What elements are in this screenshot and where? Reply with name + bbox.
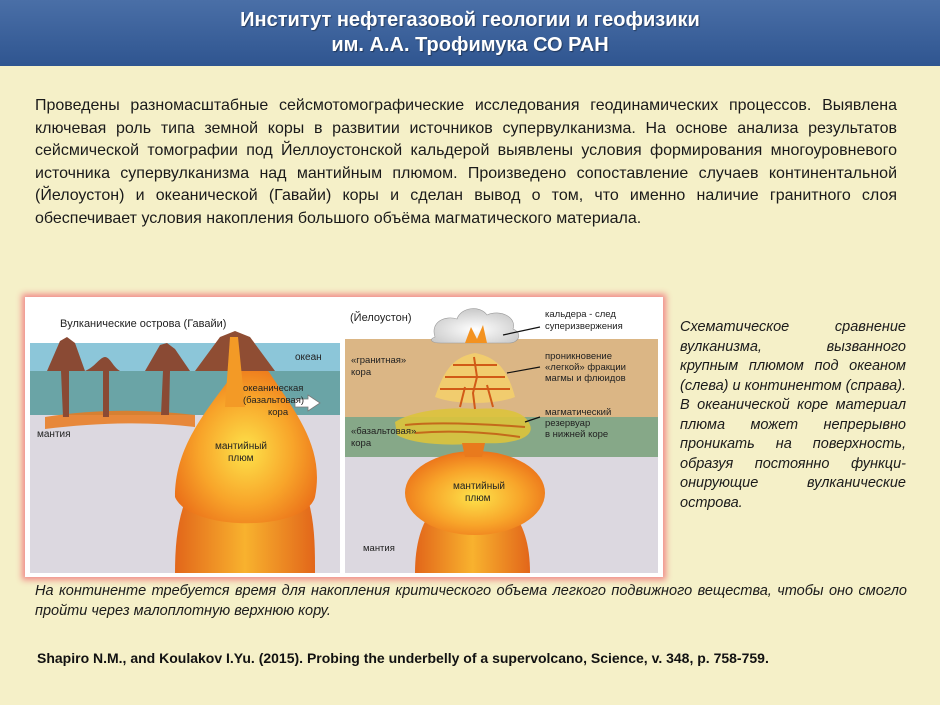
right-panel-title: (Йелоустон) [350,312,412,324]
basalt-crust-label-1: «базальтовая» [351,426,417,437]
granite-crust-label-2: кора [351,367,372,378]
plume-feeder [462,443,485,457]
right-mantle-label: мантия [363,543,395,554]
oceanic-crust-label-1: океаническая [243,383,304,394]
institute-subtitle: им. А.А. Трофимука СО РАН [331,34,609,56]
left-plume-label-1: мантийный [215,441,268,452]
reservoir-label-3: в нижней коре [545,429,609,440]
conduit-2 [103,371,109,417]
ocean-label: океан [295,352,322,363]
caldera-label-1: кальдера - след [545,309,616,320]
penetration-label-2: «легкой» фракции [545,362,626,373]
reference-citation: Shapiro N.M., and Koulakov I.Yu. (2015). Probing the underbelly of a supervolcano, Science, v. 348, p. 758-759. [37,650,769,666]
left-panel-title: Вулканические острова (Гавайи) [60,318,227,330]
right-plume-label-2: плюм [465,493,491,504]
figure-svg [25,297,663,577]
granite-crust-label-1: «гранитная» [351,355,407,366]
continent-note: На континенте требуется время для накопления критического объема легкого подвижного вещества, чтобы оно смогло пройти через малоплотную верхнюю кору. [35,583,907,619]
right-panel-yellowstone [345,303,658,573]
basalt-crust-label-2: кора [351,438,372,449]
volcanism-comparison-figure [25,297,663,577]
reservoir-label-1: магматический [545,407,612,418]
left-panel-hawaii [30,303,340,573]
left-mantle-label: мантия [37,429,71,440]
reservoir-label-2: резервуар [545,418,591,429]
oceanic-crust-label-2: (базальтовая) [243,395,305,406]
institute-title: Институт нефтегазовой геологии и геофизики [240,9,700,31]
figure-caption: Схематическое сравнение вулканизма, вызванного крупным плюмом под океаном (слева) и континентом (справа). В океанической коре материал плюма может непрерывно проникать на поверхность, образуя постоянно функци-онирующие вулканические острова. [680,319,906,511]
left-plume-label-2: плюм [228,453,254,464]
intro-paragraph: Проведены разномасштабные сейсмотомографические исследования геодинамических процессов. Выявлена ключевая роль типа земной коры в развитии источников супервулканизма. На основе анализа результатов сейсмической томографии под Йеллоустонской кальдерой выявлены условия формирования многоуровневого источника супервулканизма над мантийным плюмом. Произведено сопоставление случаев континентальной (Йелоустон) и океанической (Гавайи) коры и сделан вывод о том, что именно наличие гранитного слоя обеспечивает условия накопления большого объёма магматического материала. [35,97,897,227]
caldera-label-2: суперизвержения [545,321,623,332]
penetration-label-1: проникновение [545,351,613,362]
penetration-label-3: магмы и флюидов [545,373,626,384]
header-banner [0,0,940,66]
right-plume-label-1: мантийный [453,481,506,492]
oceanic-crust-label-3: кора [268,407,289,418]
